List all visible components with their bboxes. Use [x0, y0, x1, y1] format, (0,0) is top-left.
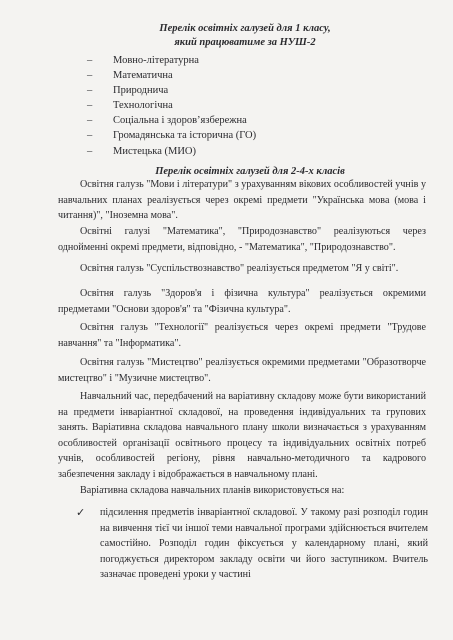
- list-item: [87, 113, 387, 128]
- list-item-text: Природнича: [113, 85, 169, 97]
- list-item: [87, 83, 387, 98]
- paragraph-math-science: Освітні галузі "Математика", "Природознавство" реалізуються через однойменні окремі предмети, відповідно, - "Математика", "Природознавство".: [58, 226, 426, 253]
- paragraph-variative-usage: Варіативна складова навчальних планів використовується на:: [80, 485, 345, 496]
- list-item-text: Математична: [113, 70, 173, 82]
- paragraph-arts: Освітня галузь "Мистецтво" реалізується окремими предметами "Образотворче мистецтво" і "Музичне мистецтво".: [58, 357, 426, 384]
- branches-grade1-list: [87, 53, 387, 159]
- dash-bullet: –: [87, 145, 93, 157]
- list-item: [76, 505, 428, 583]
- heading-grades-2-4: Перелік освітніх галузей для 2-4-х класів: [155, 166, 345, 177]
- list-item-text: Соціальна і здоров’язбережна: [113, 115, 247, 127]
- paragraph-social-studies: Освітня галузь "Суспільствознавство" реалізується предметом "Я у світі".: [80, 263, 399, 274]
- paragraph-languages: Освітня галузь "Мови і літератури" з урахуванням вікових особливостей учнів у навчальних планах реалізується через окремі предмети "Українська мова (мова і читання)", "Іноземна мова".: [58, 179, 426, 222]
- dash-bullet: –: [87, 85, 93, 97]
- paragraph-health-pe: Освітня галузь "Здоров'я і фізична культура" реалізується окремими предметами "Основи здоров'я" та "Фізична культура".: [58, 288, 426, 315]
- dash-bullet: –: [87, 70, 93, 82]
- check-mark-icon: ✓: [76, 506, 86, 519]
- dash-bullet: –: [87, 130, 93, 142]
- dash-bullet: –: [87, 115, 93, 127]
- list-item-text: Технологічна: [113, 100, 173, 112]
- list-item: [87, 68, 387, 83]
- list-item-text: Громадянська та історична (ГО): [113, 130, 257, 142]
- dash-bullet: –: [87, 100, 93, 112]
- heading-grade1-line2: який працюватиме за НУШ-2: [174, 37, 316, 48]
- list-item: [87, 144, 387, 159]
- heading-grade1-line1: Перелік освітніх галузей для 1 класу,: [159, 23, 331, 34]
- paragraph-variative-part: Навчальний час, передбачений на варіативну складову може бути використаний на предмети інваріантної складової, на проведення індивідуальних та групових занять. Варіативна складова навчального плану школи визначається з урахуванням особливостей організації освітнього процесу та індивідуальних освітніх потреб учнів, особливостей регіону, рівня навчально-методичного та кадрового забезпечення закладу і відображається в навчальному плані.: [58, 391, 426, 480]
- heading-grade1: [90, 22, 400, 50]
- list-item-text: Мистецька (МИО): [113, 145, 196, 157]
- list-item: [87, 53, 387, 68]
- list-item-text: Мовно-літературна: [113, 55, 199, 66]
- list-item: [87, 128, 387, 143]
- list-item-text: підсилення предметів інваріантної складової. У такому разі розподіл годин на вивчення тієї чи іншої теми навчальної програми здійснюється вчителем самостійно. Розподіл годин фіксується у календарному плані, який погоджується директором закладу освіти чи його заступником. Вчитель зазначає проведені уроки у частині: [100, 507, 428, 581]
- dash-bullet: –: [87, 55, 93, 66]
- paragraph-technology: Освітня галузь "Технології" реалізується через окремі предмети "Трудове навчання" та "Інформатика".: [58, 322, 426, 349]
- list-item: [87, 98, 387, 113]
- variative-usage-list: [76, 505, 428, 583]
